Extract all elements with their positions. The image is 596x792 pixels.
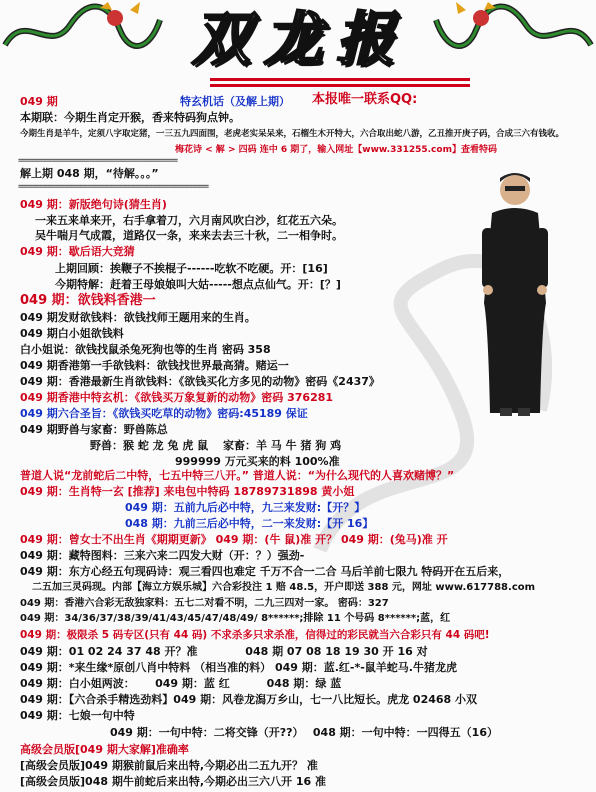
text-line: 049 期：曾女士不出生肖《期期更新》 049 期：(牛 鼠)准 开？ 049 期：(兔马)准 开: [20, 533, 448, 546]
text-line: 049 期：【六合杀手精选劲料】049 期：风卷龙潟万乡山，七一八比短长。虎龙 02468 小双: [20, 693, 478, 706]
text-line: 本期联：今期生肖定开猴，香来特码狗点钟。: [20, 111, 240, 124]
text-line: 白小姐说：欲钱找鼠杀兔死狗也等的生肖 密码 358: [20, 343, 271, 356]
text-line: 解上期 048 期，“待解。。。”: [20, 167, 159, 180]
section-heading: 049 期：歇后语大竞猜: [20, 245, 135, 258]
text-line: 049 期发财欲钱料：欲钱找师王题用来的生肖。: [20, 311, 256, 324]
section-heading: 049 期：新版绝句诗(猜生肖): [20, 198, 167, 211]
title-underline: [210, 78, 470, 81]
text-line: 049 期：*来生缘*原创八肖中特料 （相当准的料） 049 期：蓝.红-*-鼠羊蛇马.牛猪龙虎: [20, 661, 457, 674]
text-line: 049 期：白小姐两波： 049 期：蓝 红 048 期：绿 蓝: [20, 677, 342, 690]
section-heading: 049 期：欲钱料香港一: [20, 293, 156, 308]
tagline-mid: 特玄机话（及解上期）: [180, 95, 290, 108]
text-line: 049 期白小姐欲钱料: [20, 327, 124, 340]
text-line: 049 期：一句中特：二将交锋（开??） 048 期：一句中特：一四得五（16）: [110, 726, 498, 739]
dragon-right-icon: [426, 0, 596, 62]
text-line: 049 期香港中特玄机：《欲钱买万象复新的动物》密码 376281: [20, 391, 334, 404]
text-line: 049 期：生肖特一玄 [推荐] 来电包中特码 18789731898 黄小姐: [20, 485, 355, 498]
text-line: 049 期：01 02 24 37 48 开？准 048 期 07 08 18 19 30 开 16 对: [20, 645, 428, 658]
text-line: 上期回顾：挨鞭子不挨棍子------吃软不吃硬。开：[16]: [55, 262, 328, 275]
separator: ====================================: [18, 156, 178, 166]
text-line: 049 期野兽与家畜：野兽陈总: [20, 423, 168, 436]
section-heading: 高级会员版[049 期大家解]准确率: [20, 743, 189, 756]
text-line: 049 期：藏特图料：三来六来二四发大财（开：？）强劲-: [20, 549, 305, 562]
text-line: 普道人说“龙前蛇后二中特，七五中特三八开。” 普道人说：“为什么现代的人喜欢赌博？”: [20, 469, 455, 482]
text-line: 049 期：东方心经五句现码诗：观三看四也难定 千万不合一二合 马后羊前七限九 特码开在五后来，: [20, 565, 510, 578]
text-line: 今期特解：赶着王母娘娘叫大姑-----想点点仙气。开：[？]: [55, 278, 341, 291]
text-line: 今期生肖是羊牛，定须八字取定猪，一三五九四面围，老虎老实呆呆来，石榴生木开特大，六合取出蛇八游，乙丑推开庚子码，合成三六有钱收。: [20, 129, 565, 139]
text-line: 999999 万元买来的料 100%准: [175, 455, 340, 468]
title-underline: [210, 84, 470, 87]
text-line: 049 期：香港最新生肖欲钱料：《欲钱买化方多见的动物》密码《2437》: [20, 375, 380, 388]
text-line: 野兽：猴 蛇 龙 兔 虎 鼠 家畜：羊 马 牛 猪 狗 鸡: [90, 439, 342, 452]
text-line: 梅花诗 < 解 > 四码 连中 6 期了，输入网址【www.331255.com】查看特码: [175, 145, 497, 155]
man-figure-image: [470, 168, 560, 418]
text-line: 049 期：34/36/37/38/39/41/43/45/47/48/49/ 8******;排除 11 个号码 8******;蓝，红: [20, 613, 451, 624]
text-line: [高级会员版]049 期猴前鼠后来出特,今期必出二五九开？ 准: [20, 759, 318, 772]
text-line: 049 期：五前九后必中特，九三来发财:【开？】: [125, 501, 366, 514]
separator: ===========================================: [18, 182, 208, 192]
text-line: [高级会员版]048 期牛前蛇后来出特,今期必出三六八开 16 准: [20, 775, 326, 788]
text-line: 049 期六合圣旨：《欲钱买吃草的动物》密码:45189 保证: [20, 407, 308, 420]
tagline-issue: 049 期: [20, 95, 58, 108]
newspaper-title: 双龙报: [191, 5, 408, 73]
text-line: 048 期：九前三后必中特，二一来发财:【开 16】: [125, 517, 374, 530]
text-line: 吴牛喘月气成霞，道路仅一条，来来去去三十秋，二一相争时。: [35, 229, 343, 242]
tagline-contact: 本报唯一联系QQ:: [312, 92, 418, 107]
text-line: 049 期：极限杀 5 码专区(只有 44 码) 不求杀多只求杀准，信得过的彩民就当六合彩只有 44 码吧!: [20, 629, 490, 641]
text-line: 049 期：七娘一句中特: [20, 709, 135, 722]
text-line: 049 期：香港六合彩无敌独家料：五七二对看不明，二九三四对一家。 密码：327: [20, 598, 389, 609]
dragon-left-icon: [0, 0, 170, 62]
text-line: 二五加三灵码现。内部【海立方娱乐城】六合彩投注 1 赔 48.5，开户即送 388 元，网址 www.617788.com: [32, 582, 536, 593]
text-line: 049 期香港第一手欲钱料：欲钱找世界最高猜。赌运一: [20, 359, 289, 372]
text-line: 一来五来单来开，右手拿着刀，六月南风吹白沙，红花五六朵。: [35, 214, 343, 227]
